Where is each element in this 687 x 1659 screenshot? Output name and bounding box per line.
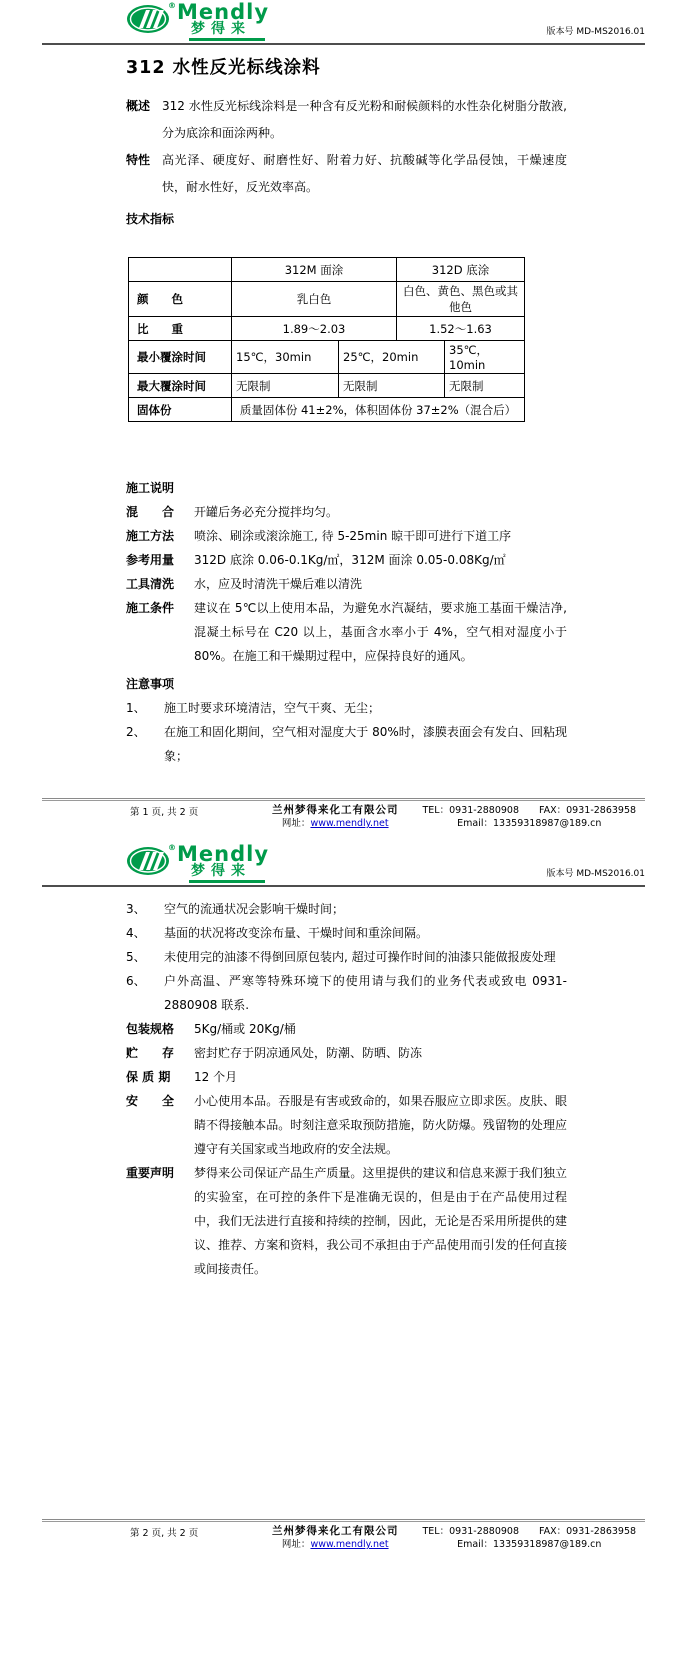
note-number: 4、: [126, 926, 146, 940]
shelf-life-label: 保 质 期: [126, 1070, 171, 1084]
note-number: 6、: [126, 974, 146, 988]
construction-row: [126, 500, 567, 524]
note-item: [126, 696, 567, 720]
info-row: [126, 1065, 567, 1089]
row-label-min-recoat: 最小覆涂时间: [129, 341, 232, 374]
features-row: [126, 147, 567, 201]
mendly-logo-icon: [126, 3, 172, 37]
note-text: 户外高温、严寒等特殊环境下的使用请与我们的业务代表或致电 0931-2880908 联系.: [164, 974, 567, 1012]
notes-title: 注意事项: [126, 677, 175, 691]
conditions-label: 施工条件: [126, 601, 175, 615]
table-row-min-recoat: [129, 341, 525, 374]
note-text: 基面的状况将改变涂布量、干燥时间和重涂间隔。: [164, 926, 429, 940]
dosage-text: 312D 底涂 0.06-0.1Kg/㎡，312M 面涂 0.05-0.08Kg/㎡: [194, 553, 506, 567]
min-recoat-25c: 25℃，20min: [339, 341, 445, 374]
header-divider: [42, 43, 645, 45]
construction-title: 施工说明: [126, 481, 175, 495]
website-line: [272, 817, 399, 830]
row-label-solids: 固体份: [129, 398, 232, 422]
max-recoat-3: 无限制: [445, 374, 525, 398]
tel-label: TEL：: [422, 805, 450, 816]
website-line: [272, 1538, 399, 1551]
mixing-label: 混 合: [126, 505, 175, 519]
disclaimer-text: 梦得来公司保证产品生产质量。这里提供的建议和信息来源于我们独立的实验室，在可控的条件下是准确无误的，但是由于在产品使用过程中，我们无法进行直接和持续的控制，因此，无论是否采用所提供的建议、推荐、方案和资料，我公司不承担由于产品使用而引发的任何直接或间接责任。: [194, 1166, 567, 1276]
page2-content: [42, 887, 645, 1519]
row-label-max-recoat: 最大覆涂时间: [129, 374, 232, 398]
storage-text: 密封贮存于阴凉通风处，防潮、防晒、防冻: [194, 1046, 423, 1060]
note-item: [126, 945, 567, 969]
note-text: 空气的流通状况会影响干燥时间；: [164, 902, 345, 916]
note-text: 在施工和固化期间，空气相对湿度大于 80%时，漆膜表面会有发白、回粘现象；: [164, 725, 567, 763]
note-number: 1、: [126, 701, 146, 715]
method-text: 喷涂、刷涂或滚涂施工, 待 5-25min 晾干即可进行下道工序: [194, 529, 512, 543]
mendly-logo: [126, 0, 270, 41]
info-row: [126, 1017, 567, 1041]
min-recoat-15c: 15℃，30min: [232, 341, 339, 374]
density-topcoat: 1.89～2.03: [232, 317, 397, 341]
color-primer: 白色、黄色、黑色或其他色: [397, 282, 525, 317]
brand-name-cn: 梦得来: [189, 22, 265, 41]
website-label: 网址：: [281, 818, 311, 829]
row-label-color: 颜 色: [129, 282, 232, 317]
features-label: 特性: [126, 153, 151, 167]
page2-footer: [42, 1522, 645, 1551]
note-item: [126, 720, 567, 768]
tel-label: TEL：: [422, 1526, 450, 1537]
page2-brand-header: [42, 842, 645, 885]
phone-line: [423, 1525, 637, 1538]
page-2: [0, 842, 687, 1659]
website-link[interactable]: www.mendly.net: [310, 818, 389, 829]
registered-trademark: ®: [168, 843, 176, 852]
construction-row: [126, 596, 567, 668]
max-recoat-1: 无限制: [232, 374, 339, 398]
table-head-primer: 312D 底涂: [397, 258, 525, 282]
color-topcoat: 乳白色: [232, 282, 397, 317]
note-number: 5、: [126, 950, 146, 964]
note-item: [126, 897, 567, 921]
disclaimer-label: 重要声明: [126, 1166, 175, 1180]
fax-label: FAX：: [539, 805, 567, 816]
version-label: 版本号 MD-MS2016.01: [546, 869, 645, 879]
email-line: [423, 817, 637, 830]
info-row: [126, 1041, 567, 1065]
page-number: 第 1 页, 共 2 页: [130, 807, 199, 818]
note-item: [126, 921, 567, 945]
page-number: 第 2 页, 共 2 页: [130, 1528, 199, 1539]
overview-text: 312 水性反光标线涂料是一种含有反光粉和耐候颜料的水性杂化树脂分散液, 分为底涂和面涂两种。: [162, 99, 567, 140]
tel-number: 0931-2880908: [449, 1526, 520, 1537]
tool-cleaning-label: 工具清洗: [126, 577, 175, 591]
construction-row: [126, 548, 567, 572]
info-row: [126, 1161, 567, 1281]
page1-footer: [42, 801, 645, 830]
note-text: 未使用完的油漆不得倒回原包装内, 超过可操作时间的油漆只能做报废处理: [164, 950, 556, 964]
mendly-logo-icon: [126, 845, 172, 879]
tel-number: 0931-2880908: [449, 805, 520, 816]
table-cell-blank: [129, 258, 232, 282]
note-text: 施工时要求环境清洁，空气干爽、无尘；: [164, 701, 381, 715]
table-head-topcoat: 312M 面涂: [232, 258, 397, 282]
overview-label: 概述: [126, 99, 151, 113]
company-name: 兰州梦得来化工有限公司: [272, 804, 399, 816]
company-name: 兰州梦得来化工有限公司: [272, 1525, 399, 1537]
website-link[interactable]: www.mendly.net: [310, 1539, 389, 1550]
brand-name-cn: 梦得来: [189, 864, 265, 883]
density-primer: 1.52～1.63: [397, 317, 525, 341]
email-address: 13359318987@189.cn: [493, 1539, 602, 1550]
min-recoat-35c: 35℃，10min: [445, 341, 525, 374]
page1-content: [42, 54, 645, 768]
shelf-life-text: 12 个月: [194, 1070, 238, 1084]
brand-name-en: Mendly: [177, 842, 270, 866]
bottom-margin: [42, 1551, 645, 1659]
table-row-max-recoat: [129, 374, 525, 398]
note-number: 2、: [126, 725, 146, 739]
mixing-text: 开罐后务必充分搅拌均匀。: [194, 505, 339, 519]
packaging-label: 包装规格: [126, 1022, 175, 1036]
phone-line: [423, 804, 637, 817]
table-row-color: [129, 282, 525, 317]
fax-number: 0931-2863958: [566, 1526, 637, 1537]
packaging-text: 5Kg/桶或 20Kg/桶: [194, 1022, 296, 1036]
max-recoat-2: 无限制: [339, 374, 445, 398]
registered-trademark: ®: [168, 1, 176, 10]
construction-row: [126, 572, 567, 596]
page1-brand-header: [42, 0, 645, 43]
email-address: 13359318987@189.cn: [493, 818, 602, 829]
email-label: Email：: [457, 1539, 494, 1550]
email-label: Email：: [457, 818, 494, 829]
features-text: 高光泽、硬度好、耐磨性好、附着力好、抗酸碱等化学品侵蚀，干燥速度快，耐水性好，反光效率高。: [162, 153, 567, 194]
safety-text: 小心使用本品。吞服是有害或致命的，如果吞服应立即求医。皮肤、眼睛不得接触本品。时刻注意采取预防措施，防火防爆。残留物的处理应遵守有关国家或当地政府的安全法规。: [194, 1094, 567, 1156]
page-title: 312 水性反光标线涂料: [126, 58, 321, 78]
fax-label: FAX：: [539, 1526, 567, 1537]
tech-specs-table: [128, 257, 525, 422]
tech-specs-title: 技术指标: [126, 212, 175, 226]
overview-row: [126, 93, 567, 147]
dosage-label: 参考用量: [126, 553, 175, 567]
table-row-header: [129, 258, 525, 282]
solids-value: 质量固体份 41±2%，体积固体份 37±2%（混合后）: [232, 398, 525, 422]
safety-label: 安 全: [126, 1094, 175, 1108]
version-label: 版本号 MD-MS2016.01: [546, 27, 645, 37]
website-label: 网址：: [281, 1539, 311, 1550]
blank-space: [126, 1281, 567, 1519]
brand-name-en: Mendly: [177, 0, 270, 24]
table-row-solids: [129, 398, 525, 422]
table-row-density: [129, 317, 525, 341]
fax-number: 0931-2863958: [566, 805, 637, 816]
mendly-logo: [126, 842, 270, 883]
row-label-density: 比 重: [129, 317, 232, 341]
info-row: [126, 1089, 567, 1161]
storage-label: 贮 存: [126, 1046, 175, 1060]
note-number: 3、: [126, 902, 146, 916]
note-item: [126, 969, 567, 1017]
email-line: [423, 1538, 637, 1551]
construction-row: [126, 524, 567, 548]
method-label: 施工方法: [126, 529, 175, 543]
tool-cleaning-text: 水，应及时清洗干燥后难以清洗: [194, 577, 363, 591]
conditions-text: 建议在 5℃以上使用本品，为避免水汽凝结，要求施工基面干燥洁净, 混凝土标号在 C20 以上，基面含水率小于 4%，空气相对湿度小于 80%。在施工和干燥期过程中，应保持良好的通风。: [194, 601, 567, 663]
